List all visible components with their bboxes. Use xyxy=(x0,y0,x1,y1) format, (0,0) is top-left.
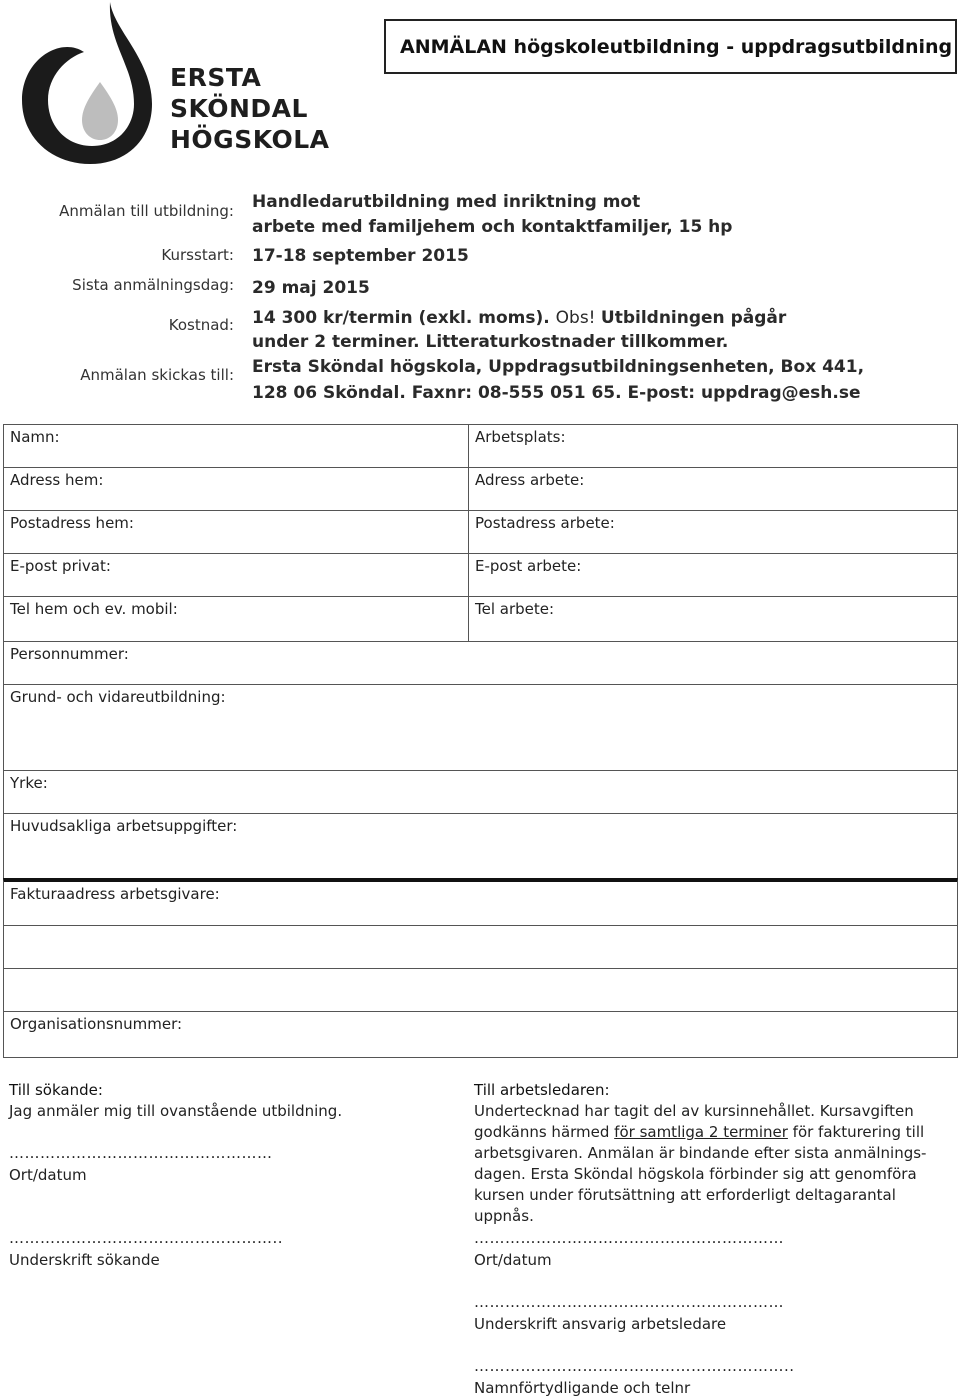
invoice-address-line-2[interactable] xyxy=(3,925,958,969)
profession-field[interactable]: Yrke: xyxy=(3,770,958,814)
cost-value xyxy=(252,306,786,354)
applicant-signature-label: Underskrift sökande xyxy=(9,1251,160,1269)
manager-signature-label: Underskrift ansvarig arbetsledare xyxy=(474,1315,727,1333)
applicant-place-date-label: Ort/datum xyxy=(9,1166,87,1184)
manager-text-part: godkänns härmed xyxy=(474,1123,615,1141)
manager-text-line: dagen. Ersta Sköndal högskola förbinder sig att genomföra xyxy=(474,1165,917,1183)
send-line: 128 06 Sköndal. Faxnr: 08-555 051 65. E-post: uppdrag@esh.se xyxy=(252,383,861,403)
form-title: ANMÄLAN högskoleutbildning - uppdragsutbildning xyxy=(384,19,957,74)
home-phone-field[interactable]: Tel hem och ev. mobil: xyxy=(3,596,469,642)
tasks-field[interactable]: Huvudsakliga arbetsuppgifter: xyxy=(3,813,958,880)
logo-line: ERSTA xyxy=(170,63,262,92)
start-label: Kursstart: xyxy=(161,246,234,264)
work-email-field[interactable]: E-post arbete: xyxy=(468,553,958,597)
cost-label: Kostnad: xyxy=(168,316,234,334)
manager-text-part: för fakturering till xyxy=(787,1123,925,1141)
applicant-signature-line[interactable]: …………………………………………….. xyxy=(9,1229,284,1247)
home-postal-field[interactable]: Postadress hem: xyxy=(3,510,469,554)
manager-name-line[interactable]: …………………………………………………….. xyxy=(474,1357,795,1375)
logo-line: HÖGSKOLA xyxy=(170,125,330,154)
manager-heading: Till arbetsledaren: xyxy=(474,1081,610,1099)
work-address-field[interactable]: Adress arbete: xyxy=(468,467,958,511)
cost-obs: Obs! xyxy=(555,308,601,328)
work-phone-field[interactable]: Tel arbete: xyxy=(468,596,958,642)
manager-place-date-label: Ort/datum xyxy=(474,1251,552,1269)
send-value xyxy=(252,354,864,406)
invoice-address-field[interactable]: Fakturaadress arbetsgivare: xyxy=(3,878,958,926)
applicant-date-line[interactable]: …………………………………………… xyxy=(9,1144,273,1162)
start-value: 17-18 september 2015 xyxy=(252,246,469,266)
manager-text-line: Undertecknad har tagit del av kursinnehållet. Kursavgiften xyxy=(474,1102,914,1120)
name-field[interactable]: Namn: xyxy=(3,424,469,468)
manager-signature-line[interactable]: …………………………………………………… xyxy=(474,1293,784,1311)
private-email-field[interactable]: E-post privat: xyxy=(3,553,469,597)
education-field[interactable]: Grund- och vidareutbildning: xyxy=(3,684,958,771)
manager-name-phone-label: Namnförtydligande och telnr xyxy=(474,1379,691,1397)
course-line: Handledarutbildning med inriktning mot xyxy=(252,192,641,212)
org-number-field[interactable]: Organisationsnummer: xyxy=(3,1011,958,1058)
flame-logo-icon xyxy=(18,0,168,170)
manager-terms-underlined: för samtliga 2 terminer xyxy=(614,1123,788,1141)
manager-date-line[interactable]: …………………………………………………… xyxy=(474,1229,784,1247)
applicant-heading: Till sökande: xyxy=(9,1081,103,1099)
cost-text: Utbildningen pågår xyxy=(600,308,787,328)
work-postal-field[interactable]: Postadress arbete: xyxy=(468,510,958,554)
manager-text-line: arbetsgivaren. Anmälan är bindande efter sista anmälnings- xyxy=(474,1144,927,1162)
deadline-value: 29 maj 2015 xyxy=(252,278,370,298)
personal-number-field[interactable]: Personnummer: xyxy=(3,641,958,685)
manager-text-line: kursen under förutsättning att erforderligt deltagarantal uppnås. xyxy=(474,1186,896,1225)
course-line: arbete med familjehem och kontaktfamiljer, 15 hp xyxy=(252,217,733,237)
home-address-field[interactable]: Adress hem: xyxy=(3,467,469,511)
course-value xyxy=(252,190,732,240)
logo-line: SKÖNDAL xyxy=(170,94,308,123)
cost-line: under 2 terminer. Litteraturkostnader tillkommer. xyxy=(252,332,729,352)
applicant-text: Jag anmäler mig till ovanstående utbildning. xyxy=(9,1102,343,1120)
send-label: Anmälan skickas till: xyxy=(80,366,234,384)
workplace-field[interactable]: Arbetsplats: xyxy=(468,424,958,468)
cost-text: 14 300 kr/termin (exkl. moms). xyxy=(252,308,556,328)
invoice-address-line-3[interactable] xyxy=(3,968,958,1012)
deadline-label: Sista anmälningsdag: xyxy=(72,276,234,294)
logo-text xyxy=(170,62,329,155)
send-line: Ersta Sköndal högskola, Uppdragsutbildningsenheten, Box 441, xyxy=(252,357,865,377)
course-label: Anmälan till utbildning: xyxy=(59,202,234,220)
manager-text xyxy=(474,1101,954,1227)
